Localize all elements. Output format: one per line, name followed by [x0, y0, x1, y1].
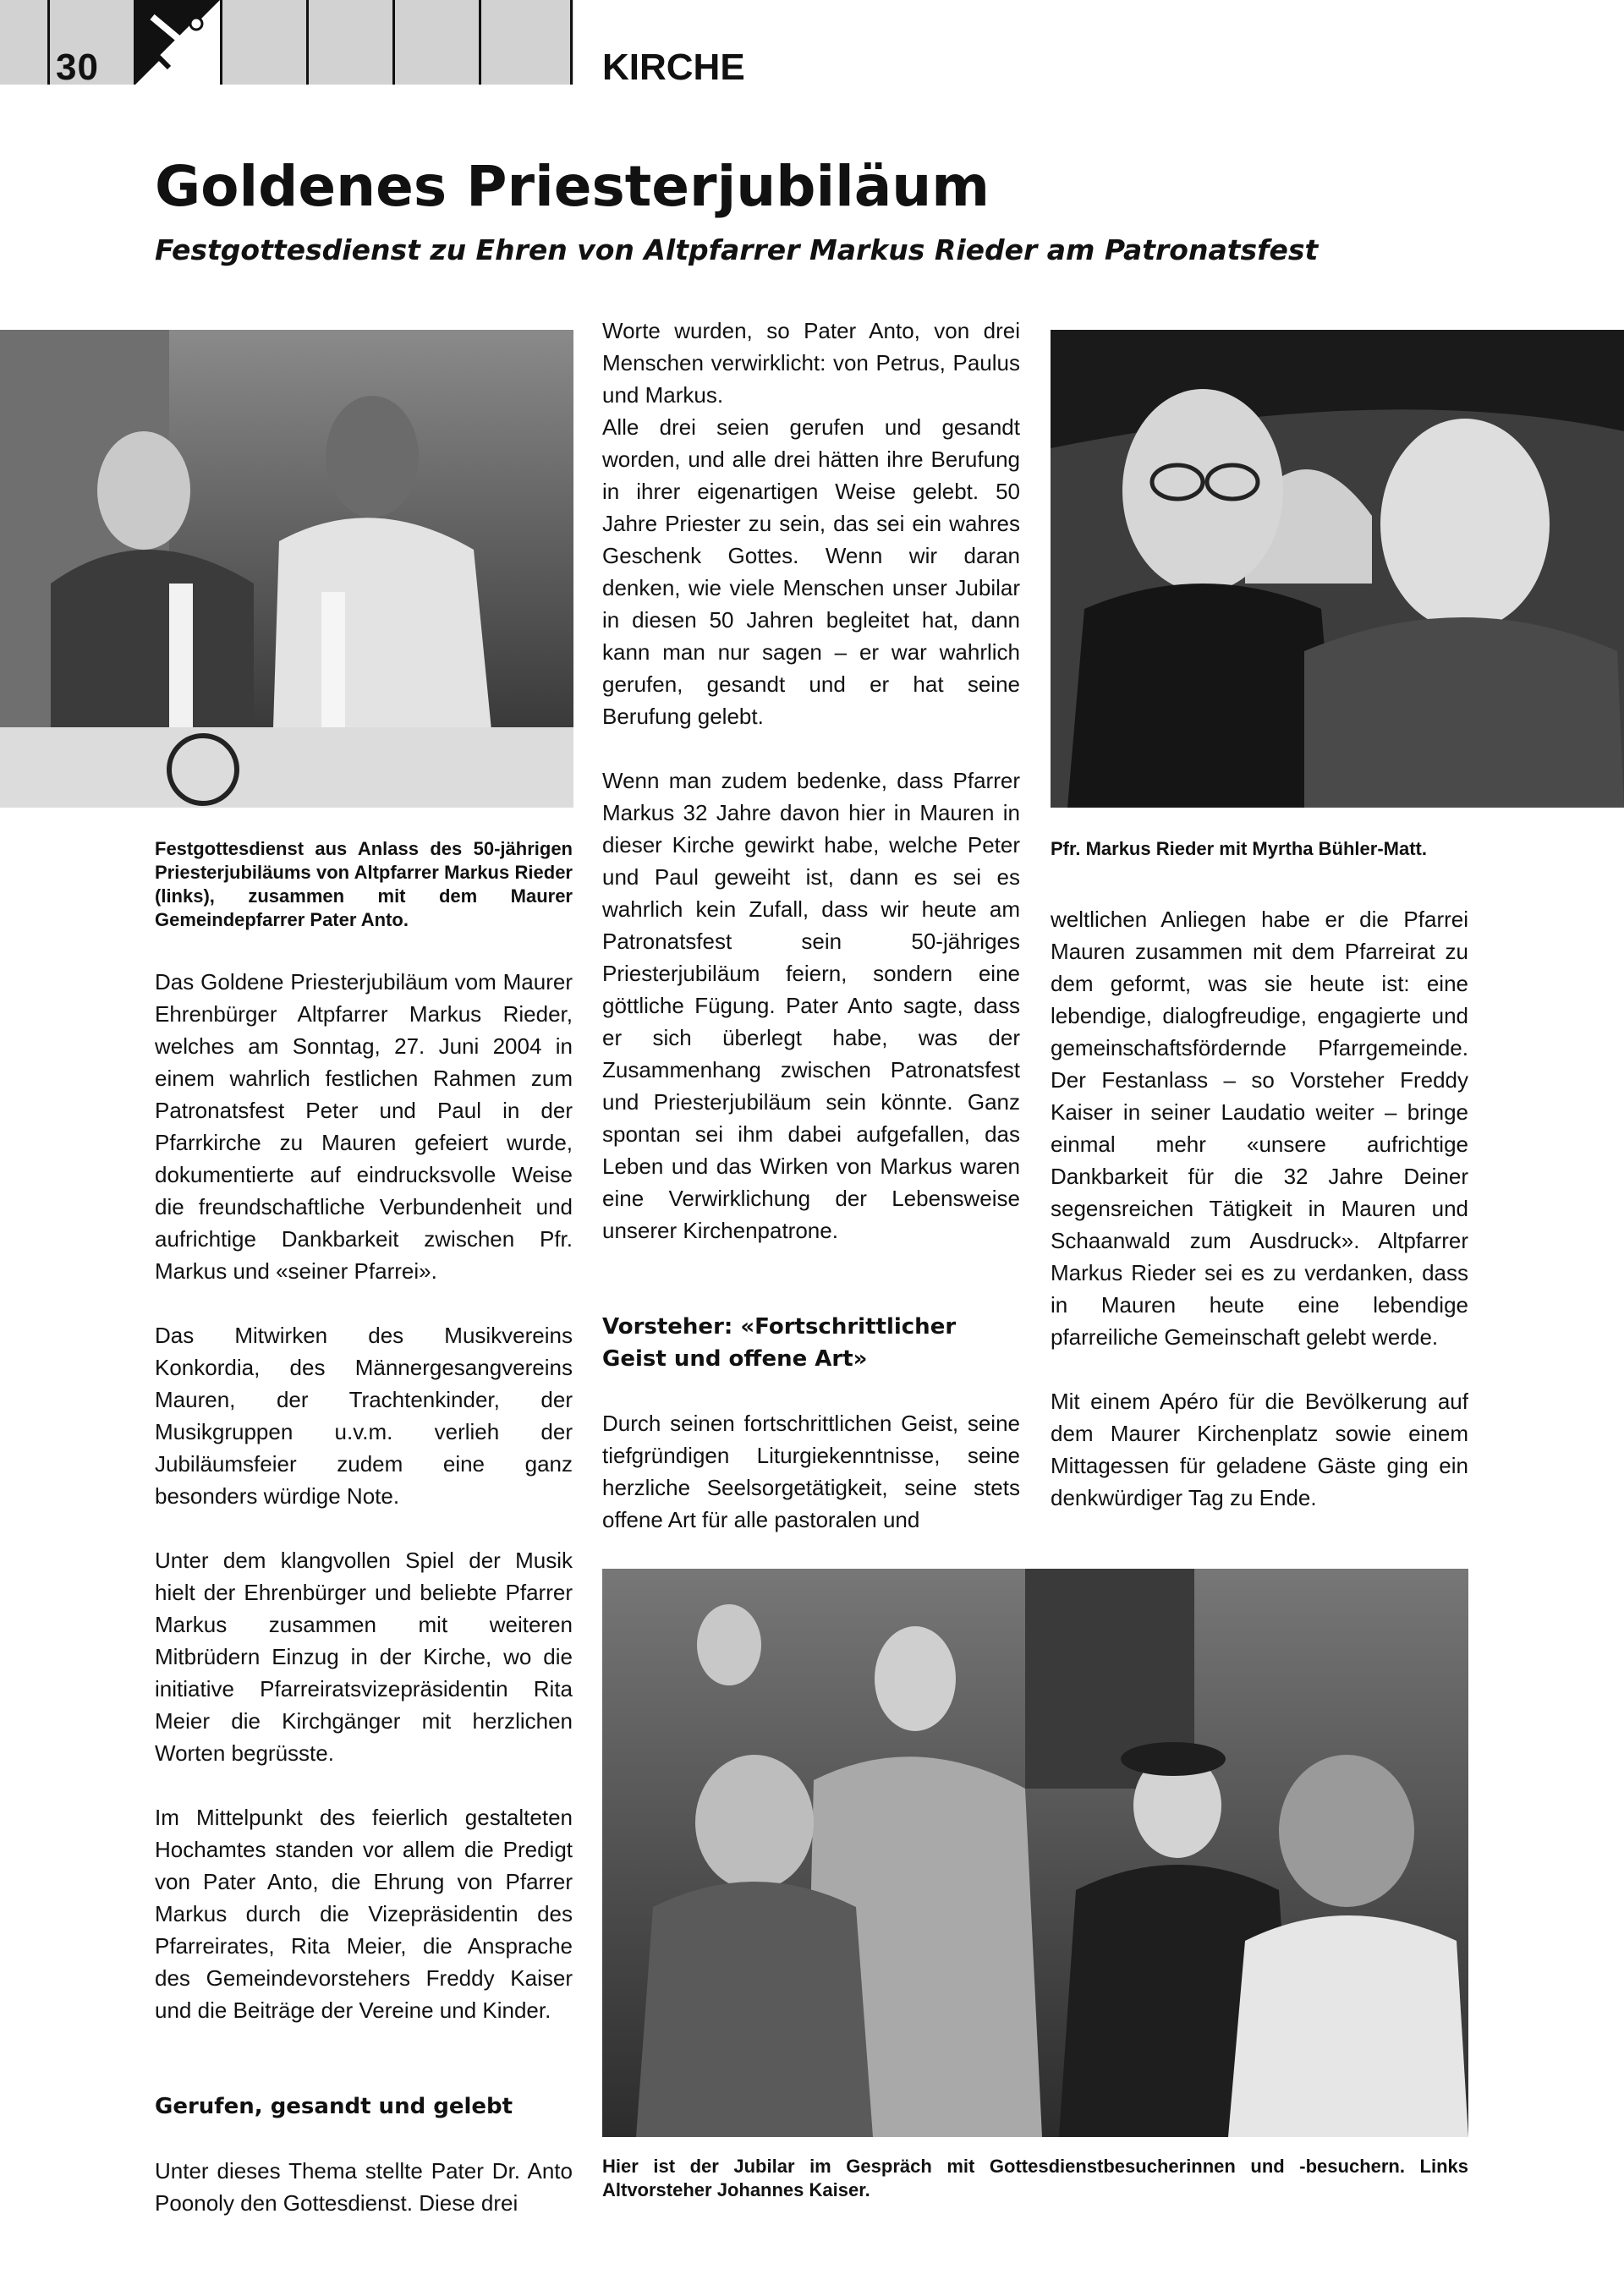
paragraph: Im Mittelpunkt des feierlich gestalteten Hochamtes standen vor allem die Predigt von Pater Anto, die Ehrung von Pfarrer Markus durch die Vizepräsidentin des Pfarreirates, Rita Meier, die Ansprache des Gemeindevorstehers Freddy Kaiser und die Beiträge der Vereine und Kinder.	[155, 1805, 573, 2023]
paragraph: Wenn man zudem bedenke, dass Pfarrer Markus 32 Jahre davon hier in Mauren in dieser Kirche gewirkt habe, welche Peter und Paul geweiht ist, dann es sei es wahrlich kein Zufall, dass wir heute am Patronatsfest sein 50-jähriges Priesterjubiläum feiern, sondern eine göttliche Fügung. Pater Anto sagte, dass er sich überlegt habe, was der Zusammenhang zwischen Patronatsfest und Priesterjubiläum sein könnte. Ganz spontan sei ihm dabei aufgefallen, das Leben und das Wirken von Markus waren eine Verwirklichung der Lebensweise unserer Kirchenpatrone.	[602, 768, 1020, 1243]
municipal-crest-icon	[135, 0, 220, 85]
paragraph: Worte wurden, so Pater Anto, von drei Menschen verwirklicht: von Petrus, Paulus und Markus.	[602, 318, 1020, 408]
paragraph: Unter dieses Thema stellte Pater Dr. Anto Poonoly den Gottesdienst. Diese drei	[155, 2158, 573, 2216]
crowd-photo-caption: Hier ist der Jubilar im Gespräch mit Gottesdienstbesucherinnen und -besuchern. Links Altvorsteher Johannes Kaiser.	[602, 2156, 1468, 2200]
altar-photo	[0, 330, 573, 808]
section-subheading: Vorsteher: «Fortschrittlicher Geist und offene Art»	[602, 1314, 957, 1372]
header-divider	[47, 0, 50, 85]
page-number: 30	[56, 47, 99, 88]
altar-photo-caption: Festgottesdienst aus Anlass des 50-jährigen Priesterjubiläums von Altpfarrer Markus Rieder (links), zusammen mit dem Maurer Gemeindepfarrer Pater Anto.	[155, 838, 573, 930]
article-title: Goldenes Priesterjubiläum	[155, 154, 990, 219]
section-subheading: Gerufen, gesandt und gelebt	[155, 2094, 513, 2119]
article-subtitle: Festgottesdienst zu Ehren von Altpfarrer Markus Rieder am Patronatsfest	[155, 233, 1319, 266]
paragraph: Durch seinen fortschrittlichen Geist, seine tiefgründigen Liturgiekenntnisse, seine herzliche Seelsorgetätigkeit, seine stets offene Art für alle pastoralen und	[602, 1411, 1020, 1532]
header-divider	[306, 0, 309, 85]
paragraph: Alle drei seien gerufen und gesandt worden, und alle drei hätten ihre Berufung in ihrer eigenartigen Weise gelebt. 50 Jahre Priester zu sein, das sei ein wahres Geschenk Gottes. Wenn wir daran denken, wie viele Menschen unser Jubilar in diesen 50 Jahren begleitet hat, dann kann man nur sagen – er war wahrlich gerufen, gesandt und er hat seine Berufung gelebt.	[602, 414, 1020, 729]
portrait-photo	[1051, 330, 1624, 808]
header-divider	[220, 0, 222, 85]
header-divider	[479, 0, 481, 85]
paragraph: Das Mitwirken des Musikvereins Konkordia, des Männergesangvereins Mauren, der Trachtenkinder, der Musikgruppen u.v.m. verlieh der Jubiläumsfeier zudem eine ganz besonders würdige Note.	[155, 1323, 573, 1509]
paragraph: Das Goldene Priesterjubiläum vom Maurer Ehrenbürger Altpfarrer Markus Rieder, welches am Sonntag, 27. Juni 2004 in einem wahrlich festlichen Rahmen zum Patronatsfest Peter und Paul in der Pfarrkirche zu Mauren gefeiert wurde, dokumentierte auf eindrucksvolle Weise die freundschaftliche Verbundenheit und aufrichtige Dankbarkeit zwischen Pfr. Markus und «seiner Pfarrei».	[155, 969, 573, 1284]
crowd-photo	[602, 1569, 1468, 2137]
header-divider	[392, 0, 395, 85]
paragraph: Unter dem klangvollen Spiel der Musik hielt der Ehrenbürger und beliebte Pfarrer Markus zusammen mit weiteren Mitbrüdern Einzug in der Kirche, wo die initiative Pfarreiratsvizepräsidentin Rita Meier die Kirchgänger mit herzlichen Worten begrüsste.	[155, 1548, 573, 1766]
paragraph: weltlichen Anliegen habe er die Pfarrei Mauren zusammen mit dem Pfarreirat zu dem geformt, was sie heute ist: eine lebendige, dialogfreudige, engagierte und gemeinschaftsfördernde Pfarrgemeinde. Der Festanlass – so Vorsteher Freddy Kaiser in seiner Laudatio weiter – bringe einmal mehr «unsere aufrichtige Dankbarkeit für die 32 Jahre Deiner segensreichen Tätigkeit in Mauren und Schaanwald zum Ausdruck». Altpfarrer Markus Rieder sei es zu verdanken, dass in Mauren heute eine lebendige pfarreiliche Gemeinschaft gelebt werde.	[1051, 907, 1468, 1350]
header-divider	[570, 0, 573, 85]
paragraph: Mit einem Apéro für die Bevölkerung auf dem Maurer Kirchenplatz sowie einem Mittagessen für geladene Gäste ging ein denkwürdiger Tag zu Ende.	[1051, 1389, 1468, 1510]
section-label: KIRCHE	[602, 47, 745, 88]
portrait-photo-caption: Pfr. Markus Rieder mit Myrtha Bühler-Matt.	[1051, 838, 1427, 859]
